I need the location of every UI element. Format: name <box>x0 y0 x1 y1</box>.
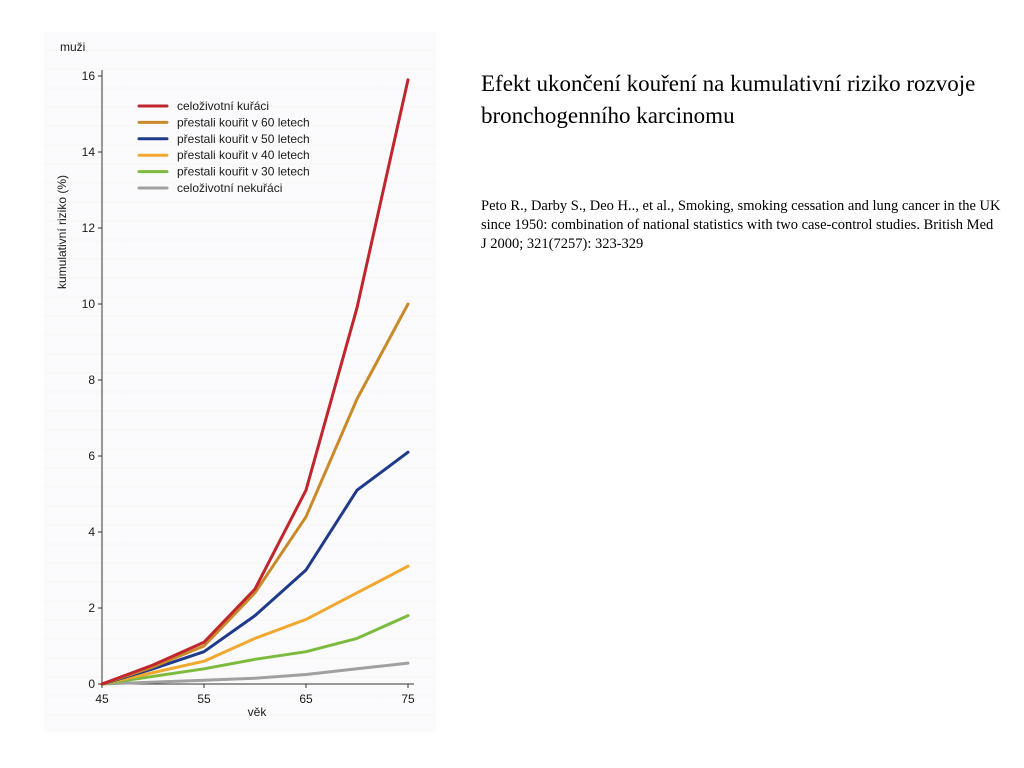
chart-title: muži <box>60 40 86 54</box>
x-tick-label: 55 <box>197 692 211 706</box>
citation: Peto R., Darby S., Deo H.., et al., Smoking, smoking cessation and lung cancer in the UK since 1950: combination of national statistics with two case-control studies. British Med J 2000; 321(7257): 323-329 <box>481 198 1001 252</box>
slide-title: Efekt ukončení kouření na kumulativní riziko rozvoje bronchogenního karcinomu <box>481 71 976 128</box>
legend-label: přestali kouřit v 40 letech <box>177 148 310 163</box>
y-tick-label: 0 <box>88 677 95 691</box>
legend-label: celoživotní kuřáci <box>177 99 270 113</box>
x-axis-label: věk <box>247 705 267 719</box>
series-line <box>102 304 408 684</box>
y-tick-label: 16 <box>81 69 95 83</box>
legend-label: přestali kouřit v 30 letech <box>177 164 310 179</box>
legend-label: přestali kouřit v 50 letech <box>177 131 310 146</box>
y-tick-label: 8 <box>88 373 95 387</box>
y-tick-label: 2 <box>88 601 95 615</box>
y-tick-label: 12 <box>81 221 95 235</box>
y-tick-label: 4 <box>88 525 95 539</box>
legend-label: přestali kouřit v 60 letech <box>177 115 310 130</box>
y-tick-label: 6 <box>88 449 95 463</box>
series-line <box>102 452 408 684</box>
chart-figure <box>44 32 436 732</box>
x-tick-label: 65 <box>299 692 313 706</box>
y-axis-label: kumulativní riziko (%) <box>55 174 69 290</box>
x-tick-label: 75 <box>401 692 415 706</box>
y-tick-label: 14 <box>81 145 95 159</box>
legend-label: celoživotní nekuřáci <box>177 181 283 195</box>
chart <box>44 32 436 732</box>
y-tick-label: 10 <box>81 297 95 311</box>
legend <box>139 99 310 195</box>
x-tick-label: 45 <box>95 692 109 706</box>
